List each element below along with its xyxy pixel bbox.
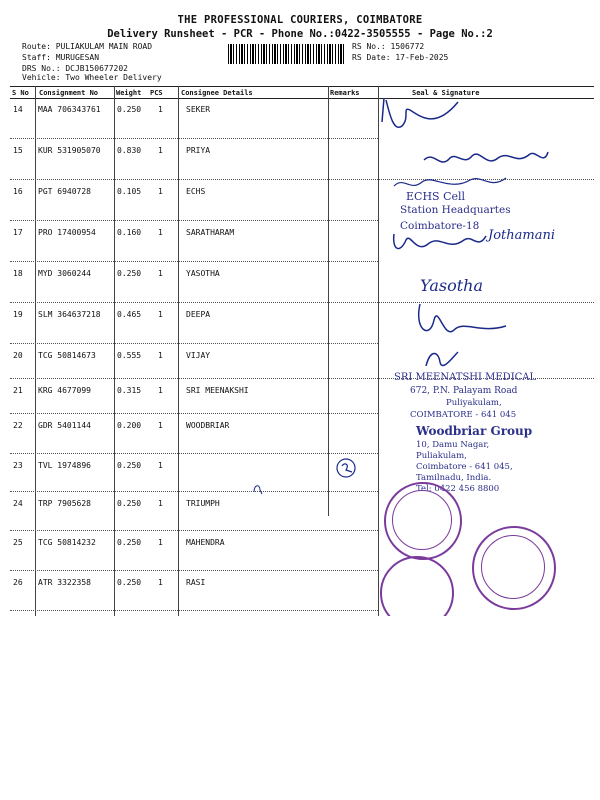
row-weight: 0.315 xyxy=(117,386,142,395)
row-weight: 0.160 xyxy=(117,228,142,237)
row-sno: 24 xyxy=(13,499,23,508)
row-consignee: DEEPA xyxy=(186,310,211,319)
row-sno: 25 xyxy=(13,538,23,547)
row-rule xyxy=(10,453,378,454)
row-consignment: TCG 50814673 xyxy=(38,351,96,360)
row-weight: 0.105 xyxy=(117,187,142,196)
row-sno: 16 xyxy=(13,187,23,196)
woodbriar-stamp-line5: Tamilnadu, India. xyxy=(416,473,492,483)
drs-number: DRS No.: DCJB150677202 xyxy=(22,64,128,73)
row-consignment: SLM 364637218 xyxy=(38,310,101,319)
row-sno: 20 xyxy=(13,351,23,360)
row-consignee: SRI MEENAKSHI xyxy=(186,386,249,395)
row-weight: 0.250 xyxy=(117,578,142,587)
meenakshi-stamp-line1: SRI MEENATSHI MEDICAL xyxy=(394,372,537,383)
row-pcs: 1 xyxy=(158,269,163,278)
row-weight: 0.250 xyxy=(117,461,142,470)
row-consignee: YASOTHA xyxy=(186,269,220,278)
row-sno: 21 xyxy=(13,386,23,395)
row-sno: 26 xyxy=(13,578,23,587)
row-consignee: WOODBRIAR xyxy=(186,421,230,430)
row-sno: 17 xyxy=(13,228,23,237)
round-seal-stamp xyxy=(380,556,454,616)
signature-scribble xyxy=(380,96,460,136)
signature-scribble xyxy=(410,300,510,344)
row-rule xyxy=(10,261,378,262)
woodbriar-stamp-line6: Tel: 0422 456 8800 xyxy=(416,484,500,494)
row-consignee: ECHS xyxy=(186,187,206,196)
runsheet-table xyxy=(10,86,594,778)
route-staff-block xyxy=(22,41,152,63)
woodbriar-stamp-line1: Woodbriar Group xyxy=(416,424,533,438)
header-remarks: Remarks xyxy=(330,89,360,97)
row-consignment: TVL 1974896 xyxy=(38,461,91,470)
header-pcs: PCS xyxy=(150,89,163,97)
row-consignee: SEKER xyxy=(186,105,211,114)
row-sno: 18 xyxy=(13,269,23,278)
row-consignee: SARATHARAM xyxy=(186,228,235,237)
vehicle-type: Vehicle: Two Wheeler Delivery xyxy=(22,73,162,82)
row-rule xyxy=(10,343,378,344)
header-weight: Weight xyxy=(116,89,142,97)
row-sno: 15 xyxy=(13,146,23,155)
row-rule xyxy=(10,138,378,139)
signature-scribble xyxy=(420,146,550,176)
route-label: Route: PULIAKULAM MAIN ROAD xyxy=(22,42,153,51)
remarks-scribble xyxy=(330,456,370,486)
row-weight: 0.250 xyxy=(117,538,142,547)
row-consignment: PRO 17400954 xyxy=(38,228,96,237)
row-weight: 0.250 xyxy=(117,499,142,508)
row-pcs: 1 xyxy=(158,578,163,587)
row-rule xyxy=(10,530,378,531)
woodbriar-stamp-line4: Coimbatore - 641 045, xyxy=(416,462,513,472)
meenakshi-stamp-line3: Puliyakulam, xyxy=(446,398,502,408)
echs-stamp-line1: ECHS Cell xyxy=(406,190,466,203)
round-seal-stamp xyxy=(481,535,545,599)
row-pcs: 1 xyxy=(158,187,163,196)
rs-block xyxy=(352,41,448,63)
row-consignment: KUR 531905070 xyxy=(38,146,101,155)
woodbriar-stamp-line2: 10, Damu Nagar, xyxy=(416,440,490,450)
barcode xyxy=(228,44,344,64)
row-pcs: 1 xyxy=(158,105,163,114)
row-consignee: PRIYA xyxy=(186,146,211,155)
row-pcs: 1 xyxy=(158,499,163,508)
row-pcs: 1 xyxy=(158,228,163,237)
row-weight: 0.555 xyxy=(117,351,142,360)
row-pcs: 1 xyxy=(158,538,163,547)
row-rule xyxy=(10,491,378,492)
row-rule xyxy=(10,610,378,611)
row-consignee: MAHENDRA xyxy=(186,538,225,547)
row-consignment: GDR 5401144 xyxy=(38,421,91,430)
echs-stamp-line3: Coimbatore-18 xyxy=(400,220,480,232)
row-rule xyxy=(10,413,378,414)
rs-date: RS Date: 17-Feb-2025 xyxy=(352,53,449,62)
row-pcs: 1 xyxy=(158,386,163,395)
row-consignment: ATR 3322358 xyxy=(38,578,91,587)
staff-label: Staff: MURUGESAN xyxy=(22,53,100,62)
row-consignment: KRG 4677099 xyxy=(38,386,91,395)
row-pcs: 1 xyxy=(158,310,163,319)
row-weight: 0.250 xyxy=(117,105,142,114)
echs-stamp-line2: Station Headquartes xyxy=(400,204,511,216)
row-pcs: 1 xyxy=(158,351,163,360)
row-consignee: RASI xyxy=(186,578,206,587)
row-pcs: 1 xyxy=(158,421,163,430)
handwriting-yasotha: Yasotha xyxy=(420,276,483,295)
row-pcs: 1 xyxy=(158,461,163,470)
signature-scribble xyxy=(388,228,488,258)
signature-scribble xyxy=(422,348,462,372)
row-sno: 23 xyxy=(13,461,23,470)
row-consignment: TCG 50814232 xyxy=(38,538,96,547)
row-pcs: 1 xyxy=(158,146,163,155)
meenakshi-stamp-line2: 672, P.N. Palayam Road xyxy=(410,386,518,396)
row-consignment: PGT 6940728 xyxy=(38,187,91,196)
row-weight: 0.830 xyxy=(117,146,142,155)
row-consignee: TRIUMPH xyxy=(186,499,220,508)
meenakshi-stamp-line4: COIMBATORE - 641 045 xyxy=(410,410,517,420)
row-consignment: MAA 706343761 xyxy=(38,105,101,114)
row-weight: 0.250 xyxy=(117,269,142,278)
header-sno: S No xyxy=(12,89,29,97)
handwriting-jothamani: Jothamani xyxy=(488,228,555,243)
header-consignment: Consignment No xyxy=(39,89,99,97)
signature-column xyxy=(380,86,594,616)
row-consignment: TRP 7905628 xyxy=(38,499,91,508)
rs-number: RS No.: 1506772 xyxy=(352,42,425,51)
row-rule xyxy=(10,570,378,571)
row-consignment: MYD 3060244 xyxy=(38,269,91,278)
row-rule xyxy=(10,220,378,221)
company-title: THE PROFESSIONAL COURIERS, COIMBATORE xyxy=(177,14,423,26)
row-sno: 19 xyxy=(13,310,23,319)
consignee-scribble xyxy=(250,480,266,496)
woodbriar-stamp-line3: Puliakulam, xyxy=(416,451,467,461)
header-consignee: Consignee Details xyxy=(181,89,253,97)
row-weight: 0.200 xyxy=(117,421,142,430)
row-sno: 22 xyxy=(13,421,23,430)
row-consignee: VIJAY xyxy=(186,351,211,360)
header-signature: Seal & Signature xyxy=(412,89,480,97)
runsheet-subtitle: Delivery Runsheet - PCR - Phone No.:0422-3505555 - Page No.:2 xyxy=(107,28,493,40)
row-weight: 0.465 xyxy=(117,310,142,319)
row-sno: 14 xyxy=(13,105,23,114)
round-seal-stamp xyxy=(392,490,452,550)
